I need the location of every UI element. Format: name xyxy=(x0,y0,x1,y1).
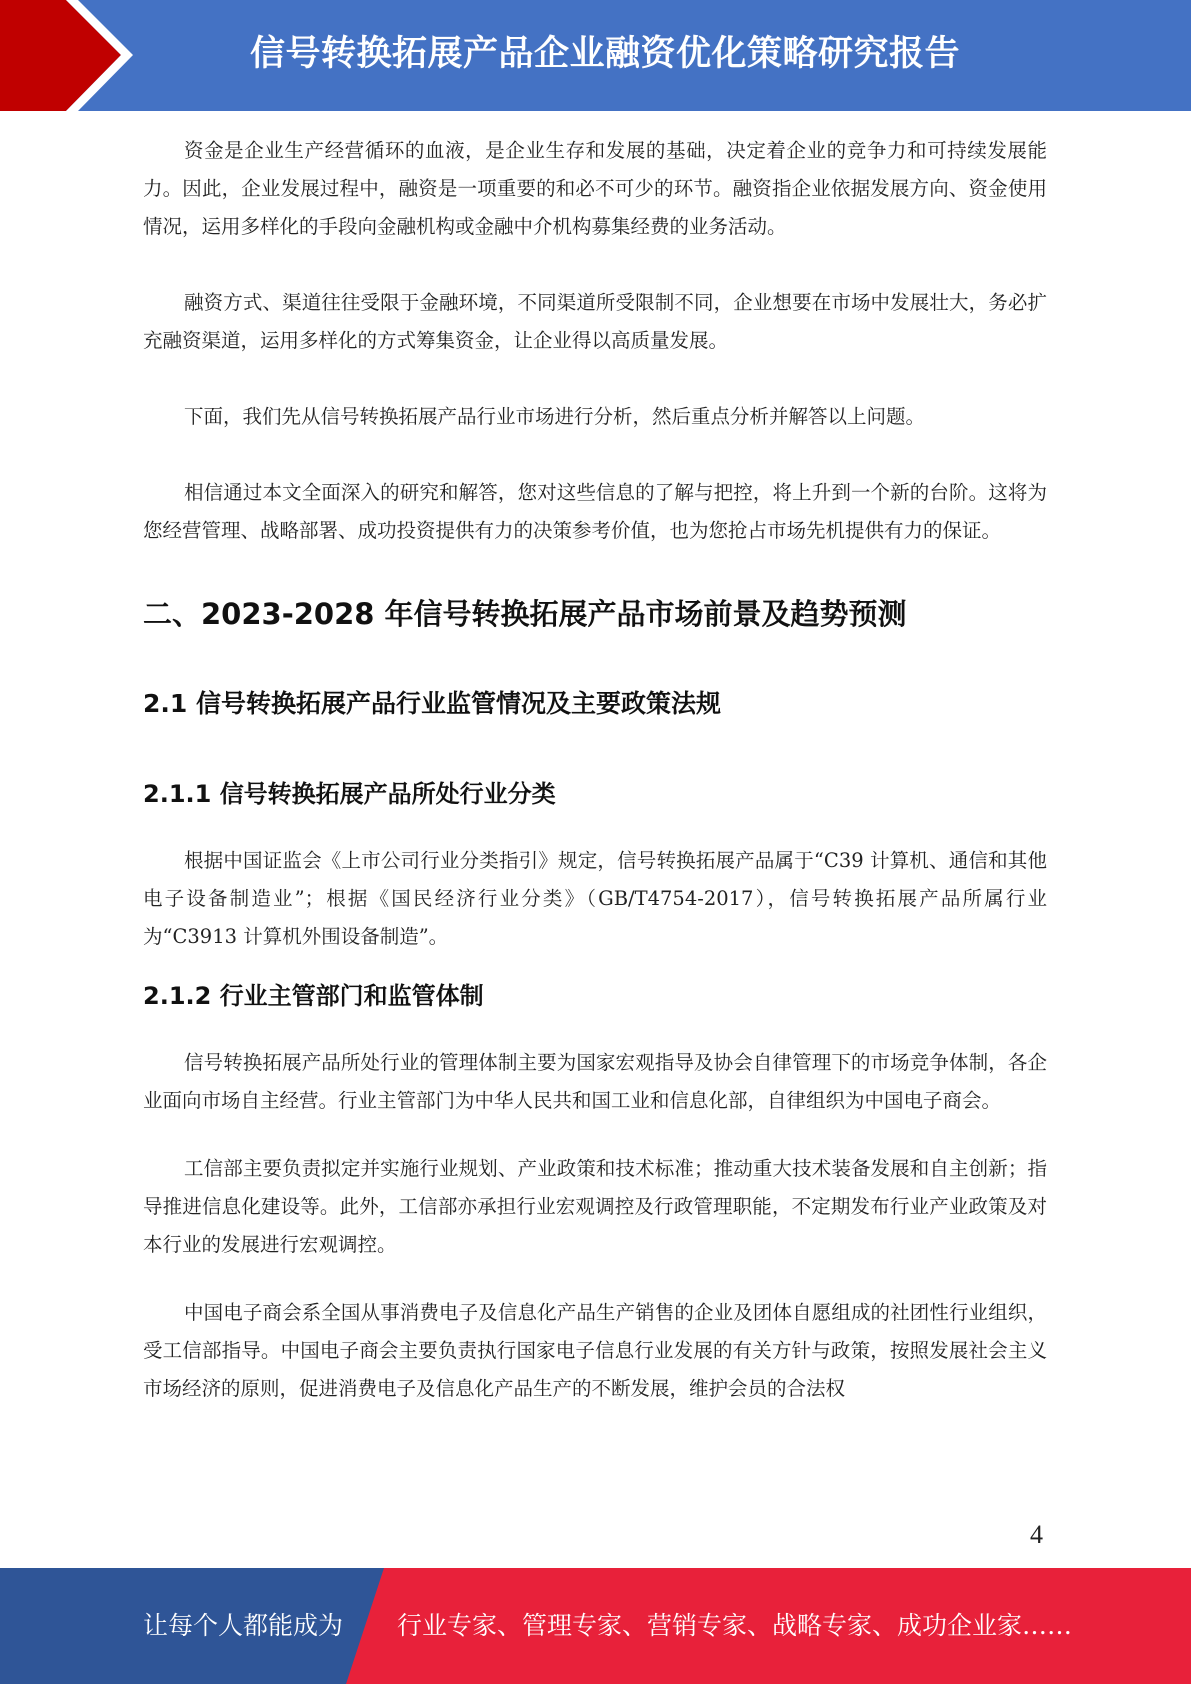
red-chevron-decoration xyxy=(0,0,160,111)
regulation-paragraph-3: 中国电子商会系全国从事消费电子及信息化产品生产销售的企业及团体自愿组成的社团性行业组织，受工信部指导。中国电子商会主要负责执行国家电子信息行业发展的有关方针与政策，按照发展社会主义市场经济的原则，促进消费电子及信息化产品生产的不断发展，维护会员的合法权 xyxy=(143,1301,1047,1400)
intro-paragraph-3: 下面，我们先从信号转换拓展产品行业市场进行分析，然后重点分析并解答以上问题。 xyxy=(184,405,926,428)
section-2-heading: 二、2023-2028 年信号转换拓展产品市场前景及趋势预测 xyxy=(143,597,907,631)
report-title: 信号转换拓展产品企业融资优化策略研究报告 xyxy=(250,34,961,74)
footer-slogan-left: 让每个人都能成为 xyxy=(143,1611,344,1640)
section-2-1-1-heading: 2.1.1 信号转换拓展产品所处行业分类 xyxy=(143,780,556,808)
report-header-banner xyxy=(0,0,1191,111)
page-number: 4 xyxy=(1030,1520,1043,1549)
page-body xyxy=(143,132,1047,1408)
intro-paragraph-4: 相信通过本文全面深入的研究和解答，您对这些信息的了解与把控，将上升到一个新的台阶。这将为您经营管理、战略部署、成功投资提供有力的决策参考价值，也为您抢占市场先机提供有力的保证。 xyxy=(143,481,1047,542)
footer-banner xyxy=(0,1568,1191,1684)
regulation-paragraph-2: 工信部主要负责拟定并实施行业规划、产业政策和技术标准；推动重大技术装备发展和自主创新；指导推进信息化建设等。此外，工信部亦承担行业宏观调控及行政管理职能，不定期发布行业产业政策及对本行业的发展进行宏观调控。 xyxy=(143,1157,1047,1256)
industry-classification-paragraph: 根据中国证监会《上市公司行业分类指引》规定，信号转换拓展产品属于“C39 计算机、通信和其他电子设备制造业”；根据《国民经济行业分类》（GB/T4754-2017），信号转换拓展产品所属行业为“C3913 计算机外围设备制造”。 xyxy=(143,849,1047,948)
section-2-1-heading: 2.1 信号转换拓展产品行业监管情况及主要政策法规 xyxy=(143,689,721,718)
section-2-1-2-heading: 2.1.2 行业主管部门和监管体制 xyxy=(143,982,484,1010)
intro-paragraph-1: 资金是企业生产经营循环的血液，是企业生存和发展的基础，决定着企业的竞争力和可持续发展能力。因此，企业发展过程中，融资是一项重要的和必不可少的环节。融资指企业依据发展方向、资金使用情况，运用多样化的手段向金融机构或金融中介机构募集经费的业务活动。 xyxy=(143,139,1047,238)
footer-slogan-right: 行业专家、管理专家、营销专家、战略专家、成功企业家…… xyxy=(397,1611,1073,1640)
intro-paragraph-2: 融资方式、渠道往往受限于金融环境，不同渠道所受限制不同，企业想要在市场中发展壮大，务必扩充融资渠道，运用多样化的方式筹集资金，让企业得以高质量发展。 xyxy=(143,291,1047,352)
regulation-paragraph-1: 信号转换拓展产品所处行业的管理体制主要为国家宏观指导及协会自律管理下的市场竞争体制，各企业面向市场自主经营。行业主管部门为中华人民共和国工业和信息化部，自律组织为中国电子商会。 xyxy=(143,1051,1047,1112)
